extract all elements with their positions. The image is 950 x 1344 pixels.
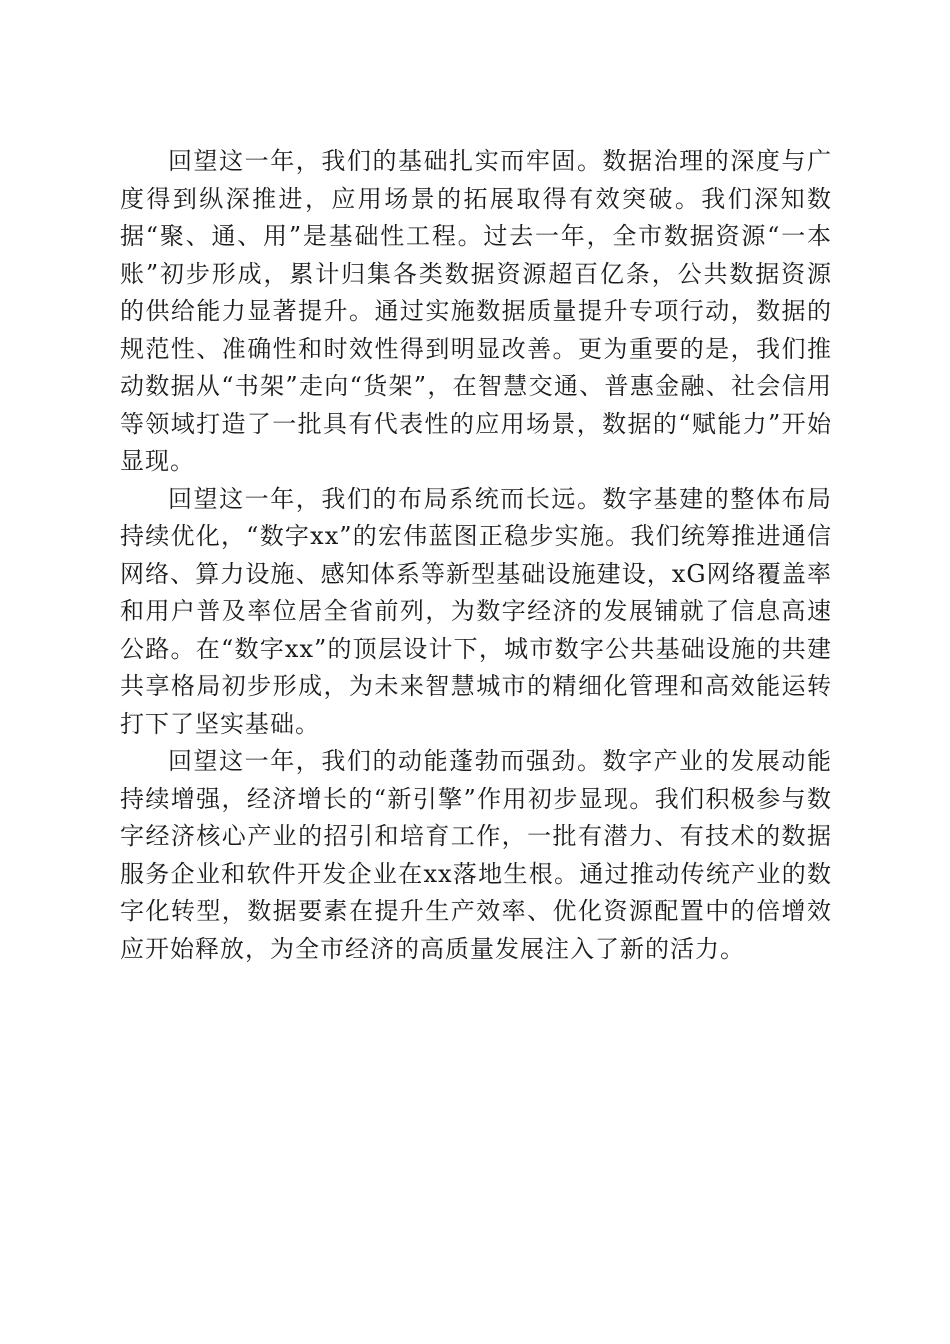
paragraph-foundation: 回望这一年，我们的基础扎实而牢固。数据治理的深度与广度得到纵深推进，应用场景的拓展取得有效突破。我们深知数据“聚、通、用”是基础性工程。过去一年，全市数据资源“一本账”初步形成，累计归集各类数据资源超百亿条，公共数据资源的供给能力显著提升。通过实施数据质量提升专项行动，数据的规范性、准确性和时效性得到明显改善。更为重要的是，我们推动数据从“书架”走向“货架”，在智慧交通、普惠金融、社会信用等领域打造了一批具有代表性的应用场景，数据的“赋能力”开始显现。 <box>120 147 832 475</box>
paragraph-momentum: 回望这一年，我们的动能蓬勃而强劲。数字产业的发展动能持续增强，经济增长的“新引擎”作用初步显现。我们积极参与数字经济核心产业的招引和培育工作，一批有潜力、有技术的数据服务企业和软件开发企业在xx落地生根。通过推动传统产业的数字化转型，数据要素在提升生产效率、优化资源配置中的倍增效应开始释放，为全市经济的高质量发展注入了新的活力。 <box>120 747 832 963</box>
document-page <box>120 143 832 968</box>
paragraph-layout: 回望这一年，我们的布局系统而长远。数字基建的整体布局持续优化，“数字xx”的宏伟蓝图正稳步实施。我们统筹推进通信网络、算力设施、感知体系等新型基础设施建设，xG网络覆盖率和用户普及率位居全省前列，为数字经济的发展铺就了信息高速公路。在“数字xx”的顶层设计下，城市数字公共基础设施的共建共享格局初步形成，为未来智慧城市的精细化管理和高效能运转打下了坚实基础。 <box>120 484 832 738</box>
